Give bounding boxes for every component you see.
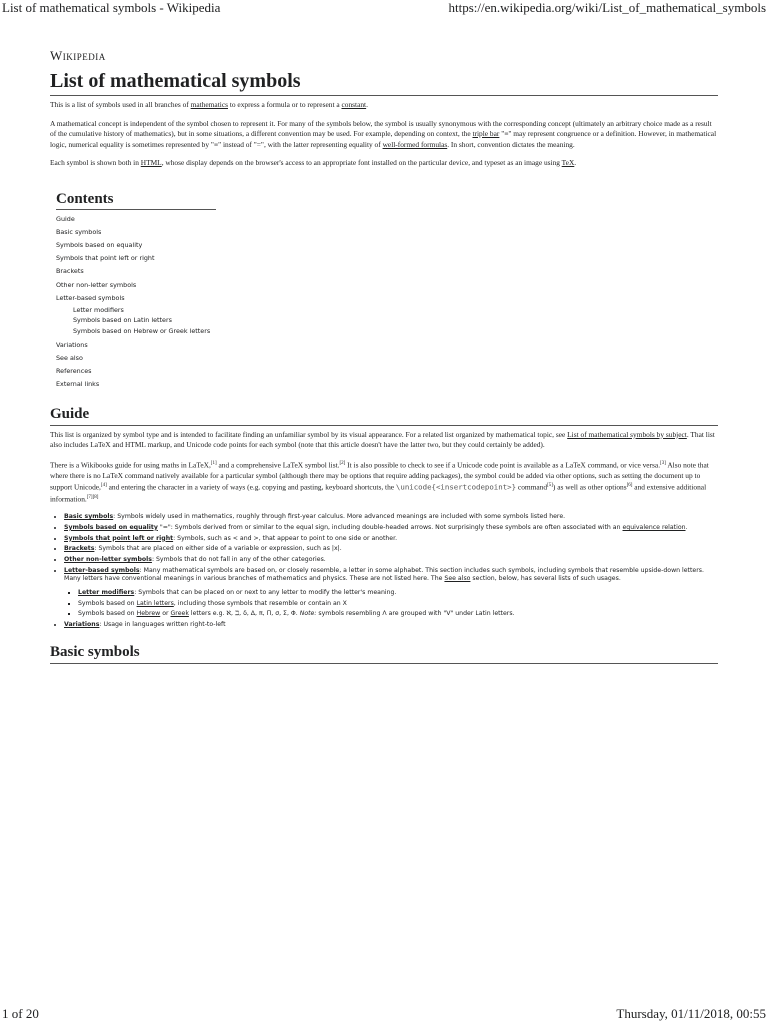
toc-item-equality[interactable]: Symbols based on equality bbox=[56, 240, 143, 249]
toc-item-brackets[interactable]: Brackets bbox=[56, 267, 84, 276]
list-item-letter-based: • Letter-based symbols: Many mathematical symbols are based on, or closely resemble, a letter in some alphabet. This section includes such symbols, including symbols that resemble upside-down letters. Many letters have conventional meanings in various branches of mathematics and physics. These are not listed here. The See also section, below, has several lists of such usages. ▪ Letter modifiers: Symbols that can be placed on or next to any letter to modify the letter's meaning. ▪ Symbols based on Latin letters, including those symbols that resemble or contain an X ▪ Symbols based on Hebrew or Greek letters e.g. ℵ, ℶ, δ, Δ, π, Π, σ, Σ, Φ. Note: symbols resembling Λ are grouped with "V" under Latin letters. bbox=[64, 567, 718, 619]
link-symbols-by-subject[interactable]: List of mathematical symbols by subject bbox=[567, 429, 687, 439]
list-item-variations: • Variations: Usage in languages written right-to-left bbox=[64, 621, 718, 629]
toc-item-external-links[interactable]: External links bbox=[56, 380, 100, 389]
link-equality-symbols[interactable]: Symbols based on equality bbox=[64, 523, 158, 531]
print-footer bbox=[0, 1006, 768, 1024]
list-item-point: • Symbols that point left or right: Symbols, such as < and >, that appear to point to one side or another. bbox=[64, 535, 718, 543]
toc-item-see-also[interactable]: See also bbox=[56, 354, 83, 363]
basic-symbols-heading: Basic symbols bbox=[50, 644, 718, 664]
print-header-title: List of mathematical symbols - Wikipedia bbox=[2, 0, 221, 15]
link-tex[interactable]: TeX bbox=[561, 158, 575, 167]
ref-5[interactable]: [5] bbox=[547, 483, 553, 489]
toc-item-point-left-right[interactable]: Symbols that point left or right bbox=[56, 254, 155, 263]
toc-item-guide[interactable]: Guide bbox=[56, 214, 75, 223]
link-non-letter-symbols[interactable]: Other non-letter symbols bbox=[64, 556, 152, 564]
ref-7-8[interactable]: [7][8] bbox=[86, 495, 99, 501]
print-header bbox=[0, 0, 768, 18]
link-basic-symbols[interactable]: Basic symbols bbox=[64, 513, 114, 521]
ref-6[interactable]: [6] bbox=[626, 483, 633, 489]
toc-item-basic-symbols[interactable]: Basic symbols bbox=[56, 227, 102, 236]
toc-title: Contents bbox=[56, 191, 216, 210]
toc-item-letter-modifiers[interactable]: Letter modifiers bbox=[73, 305, 124, 314]
page-count: 1 of 20 bbox=[2, 1006, 39, 1021]
toc-list bbox=[56, 213, 216, 392]
link-triple-bar[interactable]: triple bar bbox=[472, 129, 500, 138]
wikipedia-wordmark: Wikipedia bbox=[50, 48, 106, 63]
link-well-formed-formulas[interactable]: well-formed formulas bbox=[382, 139, 448, 149]
toc-item-letter-based[interactable]: Letter-based symbols bbox=[56, 293, 125, 302]
link-brackets[interactable]: Brackets bbox=[64, 545, 95, 553]
print-datetime: Thursday, 01/11/2018, 00:55 bbox=[616, 1006, 766, 1021]
list-item-hebrew-greek: ▪ Symbols based on Hebrew or Greek letters e.g. ℵ, ℶ, δ, Δ, π, Π, σ, Σ, Φ. Note: symbols resembling Λ are grouped with "V" under Latin letters. bbox=[78, 610, 718, 618]
link-hebrew[interactable]: Hebrew bbox=[136, 610, 161, 618]
toc-item-references[interactable]: References bbox=[56, 367, 92, 376]
unicode-command-code: \unicode{<insertcodepoint>} bbox=[395, 482, 517, 492]
intro-paragraph-1: This is a list of symbols used in all branches of mathematics to express a formula or to represent a constant. bbox=[50, 100, 368, 109]
toc-item-latin-letters[interactable]: Symbols based on Latin letters bbox=[73, 316, 172, 325]
list-item-latin: ▪ Symbols based on Latin letters, including those symbols that resemble or contain an X bbox=[78, 600, 718, 608]
guide-paragraph-1: This list is organized by symbol type and is intended to facilitate finding an unfamiliar symbol by its visual appearance. For a related list organized by mathematical topic, see List of mathematical symbols by subject. That list also includes LaTeX and HTML markup, and Unicode code points for each symbol (note that this article doesn't have the latter two, but they could certainly be added). bbox=[50, 429, 715, 450]
note-label: Note: bbox=[299, 610, 317, 618]
intro-paragraph-2: A mathematical concept is independent of the symbol chosen to represent it. For many of the symbols below, the symbol is usually synonymous with the corresponding concept (ultimately an arbitrary choice made as a result of the cumulative history of mathematics), but in some situations, a different convention may be used. For example, depending on context, the triple bar "≡" may represent congruence or a definition. However, in mathematical logic, numerical equality is sometimes represented by "≡" instead of "=", with the latter representing equality of well-formed formulas. In short, convention dictates the meaning. bbox=[50, 118, 717, 149]
ref-1[interactable]: [1] bbox=[210, 460, 217, 466]
list-item-equality: • Symbols based on equality "=": Symbols derived from or similar to the equal sign, including double-headed arrows. Not surprisingly these symbols are often associated with an equivalence relation. bbox=[64, 524, 718, 532]
toc-item-hebrew-greek[interactable]: Symbols based on Hebrew or Greek letters bbox=[73, 326, 211, 335]
link-greek[interactable]: Greek bbox=[170, 610, 189, 618]
link-constant[interactable]: constant bbox=[341, 100, 367, 109]
toc-item-non-letter[interactable]: Other non-letter symbols bbox=[56, 280, 137, 289]
ref-4[interactable]: [4] bbox=[100, 483, 107, 489]
print-header-url: https://en.wikipedia.org/wiki/List_of_mathematical_symbols bbox=[448, 0, 766, 15]
guide-list bbox=[50, 513, 718, 630]
link-latin-letters[interactable]: Latin letters bbox=[136, 599, 174, 607]
guide-heading: Guide bbox=[50, 406, 718, 426]
list-item-modifiers: ▪ Letter modifiers: Symbols that can be placed on or next to any letter to modify the letter's meaning. bbox=[78, 589, 718, 597]
page-title: List of mathematical symbols bbox=[50, 70, 718, 96]
ref-2[interactable]: [2] bbox=[339, 460, 346, 466]
link-equivalence-relation[interactable]: equivalence relation bbox=[622, 523, 686, 531]
list-item-brackets: • Brackets: Symbols that are placed on either side of a variable or expression, such as |x|. bbox=[64, 545, 718, 553]
ref-3[interactable]: [3] bbox=[660, 460, 666, 466]
list-item-basic: • Basic symbols: Symbols widely used in mathematics, roughly through first-year calculus. More advanced meanings are included with some symbols listed here. bbox=[64, 513, 718, 521]
article bbox=[50, 48, 718, 664]
link-mathematics[interactable]: mathematics bbox=[190, 100, 228, 109]
link-point-symbols[interactable]: Symbols that point left or right bbox=[64, 534, 174, 542]
link-letter-modifiers[interactable]: Letter modifiers bbox=[78, 588, 135, 596]
letter-sublist bbox=[64, 589, 718, 619]
guide-paragraph-2: There is a Wikibooks guide for using maths in LaTeX,[1] and a comprehensive LaTeX symbol list.[2] It is also possible to check to see if a Unicode code point is available as a LaTeX command, or vice versa.[3] Also note that where there is no LaTeX command natively available for a particular symbol (although there may be options that require adding packages), the symbol could be added via other options, such as setting the document up to support Unicode,[4] and entering the character in a variety of ways (e.g. copying and pasting, keyboard shortcuts, the \unicode{<insertcodepoint>} command[5]) as well as other options[6] and extensive additional information.[7][8] bbox=[50, 460, 709, 504]
intro-paragraph-3: Each symbol is shown both in HTML, whose display depends on the browser's access to an appropriate font installed on the particular device, and typeset as an image using TeX. bbox=[50, 158, 577, 167]
link-letter-based-symbols[interactable]: Letter-based symbols bbox=[64, 567, 140, 575]
toc-item-variations[interactable]: Variations bbox=[56, 340, 88, 349]
link-variations[interactable]: Variations bbox=[64, 621, 100, 629]
table-of-contents bbox=[56, 191, 216, 392]
link-html[interactable]: HTML bbox=[140, 158, 162, 167]
list-item-non-letter: • Other non-letter symbols: Symbols that do not fall in any of the other categories. bbox=[64, 556, 718, 564]
link-see-also[interactable]: See also bbox=[444, 575, 471, 583]
